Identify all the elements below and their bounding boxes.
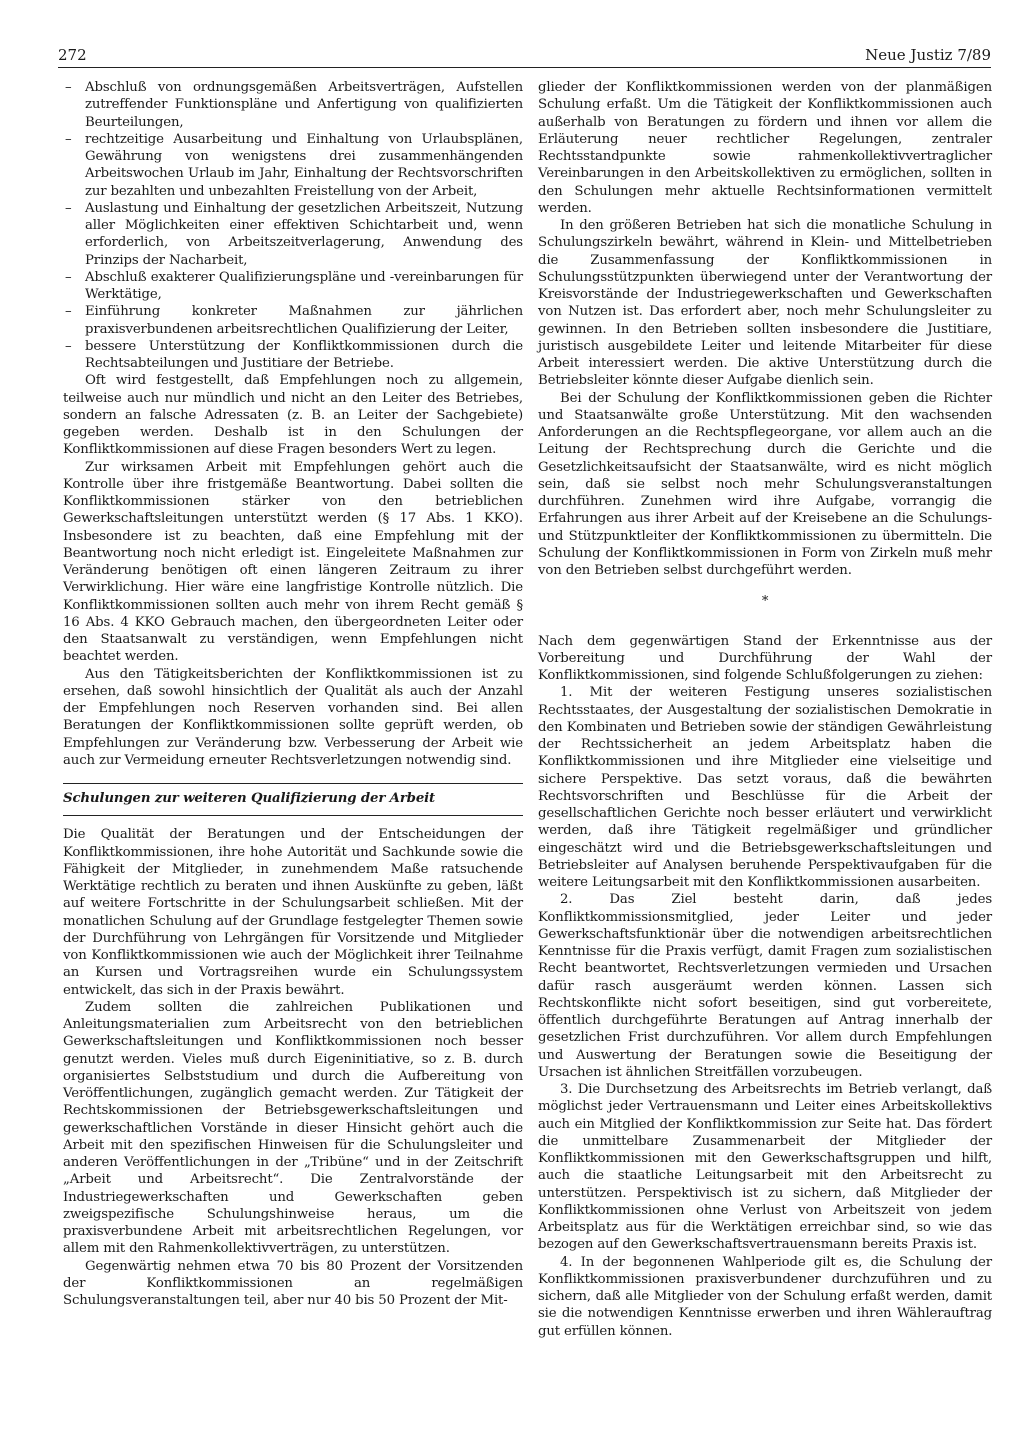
header-rule bbox=[58, 67, 991, 68]
paragraph: Oft wird festgestellt, daß Empfehlungen noch zu allgemein, teilweise auch nur mündlich und nicht an den Leiter des Betriebes, sondern an falsche Adressaten (z. B. an Leiter der Sachgebiete) gegeben werden. Deshalb ist in den Schulungen der Konfliktkommissionen auf diese Fragen besonders Wert zu legen. bbox=[63, 373, 523, 458]
paragraph: Aus den Tätigkeitsberichten der Konfliktkommissionen ist zu ersehen, daß sowohl hinsichtlich der Qualität als auch der Anzahl der Empfehlungen noch Reserven vorhanden sind. Bei allen Beratungen der Konfliktkommissionen sollte geprüft werden, ob Empfehlungen zur Veränderung bzw. Verbesserung der Arbeit wie auch zur Vermeidung erneuter Rechtsverletzungen notwendig sind. bbox=[63, 666, 523, 768]
list-item: – bessere Unterstützung der Konfliktkommissionen durch die Rechtsabteilungen und Justitiare der Betriebe. bbox=[65, 338, 523, 371]
section-heading: Schulungen zur weiteren Qualifizierung der Arbeit bbox=[63, 791, 436, 806]
paragraph: 1. Mit der weiteren Festigung unseres sozialistischen Rechtsstaates, der Ausgestaltung der sozialistischen Demokratie in den Kombinaten und Betrieben sowie der ständigen Gewährleistung der Rechtssicherheit an jedem Arbeitsplatz haben die Konfliktkommissionen und ihre Mitglieder eine vielseitige und sichere Perspektive. Das setzt voraus, daß die bewährten Rechtsvorschriften und Beschlüsse für die Arbeit der gesellschaftlichen Gerichte noch besser erläutert und verwirklicht werden, daß ihre Tätigkeit regelmäßiger und gründlicher eingeschätzt wird und die Betriebsgewerkschaftsleitungen und Betriebsleiter auf Analysen beruhende Perspektivaufgaben für die weitere Leitungsarbeit mit den Konfliktkommissionen ausarbeiten. bbox=[538, 685, 992, 890]
section-rule-bottom bbox=[63, 815, 523, 816]
paragraph: Zur wirksamen Arbeit mit Empfehlungen gehört auch die Kontrolle über ihre fristgemäße Beantwortung. Dabei sollten die Konfliktkommissionen stärker von den betrieblichen Gewerkschaftsleitungen unterstützt werden (§ 17 Abs. 1 KKO). Insbesondere ist zu beachten, daß eine Empfehlung mit der Beantwortung noch nicht erledigt ist. Eingeleitete Maßnahmen zur Veränderung benötigen oft einen längeren Zeitraum zu ihrer Verwirklichung. Hier wäre eine langfristige Kontrolle nützlich. Die Konfliktkommissionen sollten auch mehr von ihrem Recht gemäß § 16 Abs. 4 KKO Gebrauch machen, den übergeordneten Leiter oder den Staatsanwalt zu verständigen, wenn Empfehlungen nicht beachtet werden. bbox=[63, 459, 523, 665]
list-item: – Abschluß von ordnungsgemäßen Arbeitsverträgen, Aufstellen zutreffender Funktionspläne und Anfertigung von qualifizierten Beurteilungen, bbox=[65, 80, 523, 130]
section-rule-top bbox=[63, 783, 523, 784]
list-item: – rechtzeitige Ausarbeitung und Einhaltung von Urlaubsplänen, Gewährung von wenigstens drei zusammenhängenden Arbeitswochen Urlaub im Jahr, Einhaltung der Rechtsvorschriften zur bezahlten und unbezahlten Freistellung von der Arbeit, bbox=[65, 131, 523, 199]
page-number: 272 bbox=[58, 46, 87, 64]
right-column bbox=[538, 79, 992, 1340]
paragraph: In den größeren Betrieben hat sich die monatliche Schulung in Schulungszirkeln bewährt, während in Klein- und Mittelbetrieben die Zusammenfassung der Konfliktkommissionen in Schulungsstützpunkten überwiegend unter der Verantwortung der Kreisvorstände der Industriegewerkschaften und Gewerkschaften von Nutzen ist. Das erfordert aber, noch mehr Schulungsleiter zu gewinnen. In den Betrieben sollten insbesondere die Justitiare, juristisch ausgebildete Leiter und leitende Mitarbeiter für diese Arbeit interessiert werden. Die aktive Unterstützung durch die Betriebsleiter könnte dieser Aufgabe dienlich sein. bbox=[538, 218, 992, 389]
paragraph: glieder der Konfliktkommissionen werden von der planmäßigen Schulung erfaßt. Um die Tätigkeit der Konfliktkommissionen auch außerhalb von Beratungen zu fördern und ihnen vor allem die Erläuterung neuer rechtlicher Regelungen, zentraler Rechtsstandpunkte sowie rahmenkollektivvertraglicher Vereinbarungen in den Arbeitskollektiven zu ermöglichen, sollten in den Schulungen mehr aktuelle Rechtsinformationen vermittelt werden. bbox=[538, 80, 992, 216]
paragraph: Die Qualität der Beratungen und der Entscheidungen der Konfliktkommissionen, ihre hohe Autorität und Sachkunde sowie die Fähigkeit der Mitglieder, in zunehmendem Maße ratsuchende Werktätige rechtlich zu beraten und ihnen Auskünfte zu geben, läßt auf weitere Fortschritte in der Schulungsarbeit schließen. Mit der monatlichen Schulung auf der Grundlage festgelegter Themen sowie der Durchführung von Lehrgängen für Vorsitzende und Mitglieder von Konfliktkommissionen wie auch der Möglichkeit ihrer Teilnahme an Kursen und Vortragsreihen wurde ein Schulungssystem entwickelt, das sich in der Praxis bewährt. bbox=[63, 827, 523, 998]
list-item-text: Einführung konkreter Maßnahmen zur jährlichen praxisverbundenen arbeitsrechtlichen Qualifizierung der Leiter, bbox=[85, 304, 523, 337]
list-item: – Einführung konkreter Maßnahmen zur jährlichen praxisverbundenen arbeitsrechtlichen Qualifizierung der Leiter, bbox=[65, 304, 523, 337]
paragraph: 3. Die Durchsetzung des Arbeitsrechts im Betrieb verlangt, daß möglichst jeder Vertrauensmann und Leiter eines Arbeitskollektivs auch ein Mitglied der Konfliktkommission zur Seite hat. Das fördert die unmittelbare Zusammenarbeit der Mitglieder der Konfliktkommissionen mit den Gewerkschaftsgruppen und hilft, auch die staatliche Leitungsarbeit mit den Arbeitsrecht zu unterstützen. Perspektivisch ist zu sichern, daß Mitglieder der Konfliktkommissionen ohne Verlust von Arbeitszeit von jedem Arbeitsplatz aus für die Werktätigen erreichbar sind, so wie das bezogen auf den Gewerkschaftsvertrauensmann bereits Praxis ist. bbox=[538, 1082, 992, 1253]
bullet-list bbox=[63, 79, 523, 372]
list-item-text: Auslastung und Einhaltung der gesetzlichen Arbeitszeit, Nutzung aller Möglichkeiten einer effektiven Schichtarbeit und, wenn erforderlich, von Arbeitszeitverlagerung, Anwendung des Prinzips der Nacharbeit, bbox=[85, 200, 523, 268]
journal-issue: Neue Justiz 7/89 bbox=[865, 46, 991, 64]
list-item-text: Abschluß von ordnungsgemäßen Arbeitsverträgen, Aufstellen zutreffender Funktionspläne und Anfertigung von qualifizierten Beurteilungen, bbox=[85, 80, 523, 130]
list-item: – Abschluß exakterer Qualifizierungspläne und -vereinbarungen für Werktätige, bbox=[65, 269, 523, 302]
paragraph: Zudem sollten die zahlreichen Publikationen und Anleitungsmaterialien zum Arbeitsrecht von den betrieblichen Gewerkschaftsleitungen und Konfliktkommissionen noch besser genutzt werden. Vieles muß durch Eigeninitiative, so z. B. durch organisiertes Selbststudium und durch die Aufbereitung von Veröffentlichungen, zugänglich gemacht werden. Zur Tätigkeit der Rechtskommissionen der Betriebsgewerkschaftsleitungen und gewerkschaftlichen Vorstände in dieser Hinsicht gehört auch die Arbeit mit den spezifischen Hinweisen für die Schulungsleiter und anderen Veröffentlichungen in der „Tribüne“ und in der Zeitschrift „Arbeit und Arbeitsrecht“. Die Zentralvorstände der Industriegewerkschaften und Gewerkschaften geben zweigspezifische Schulungshinweise heraus, um die praxisverbundene Arbeit mit arbeitsrechtlichen Regelungen, vor allem mit den Rahmenkollektivverträgen, zu unterstützen. bbox=[63, 999, 523, 1257]
list-item-text: rechtzeitige Ausarbeitung und Einhaltung von Urlaubsplänen, Gewährung von wenigstens drei zusammenhängenden Arbeitswochen Urlaub im Jahr, Einhaltung der Rechtsvorschriften zur bezahlten und unbezahlten Freistellung von der Arbeit, bbox=[85, 131, 523, 199]
list-item: – Auslastung und Einhaltung der gesetzlichen Arbeitszeit, Nutzung aller Möglichkeiten einer effektiven Schichtarbeit und, wenn erforderlich, von Arbeitszeitverlagerung, Anwendung des Prinzips der Nacharbeit, bbox=[65, 200, 523, 268]
paragraph: 4. In der begonnenen Wahlperiode gilt es, die Schulung der Konfliktkommissionen praxisverbundener durchzuführen und zu sichern, daß alle Mitglieder von der Schulung erfaßt werden, damit sie die notwendigen Kenntnisse erwerben und ihren Wählerauftrag gut erfüllen können. bbox=[538, 1254, 992, 1339]
paragraph: Bei der Schulung der Konfliktkommissionen geben die Richter und Staatsanwälte große Unterstützung. Mit den wachsenden Anforderungen an die Rechtspflegeorgane, vor allem auch an die Leitung der Rechtsprechung durch die Gerichte und die Gesetzlichkeitsaufsicht der Staatsanwälte, wird es nicht möglich sein, daß sie selbst noch mehr Schulungsveranstaltungen durchführen. Zunehmen wird ihre Aufgabe, vorrangig die Erfahrungen aus ihrer Arbeit auf der Kreisebene an die Schulungs- und Stützpunktleiter der Konfliktkommissionen zu übermitteln. Die Schulung der Konfliktkommissionen in Form von Zirkeln muß mehr von den Betrieben selbst durchgeführt werden. bbox=[538, 390, 992, 578]
list-item-text: bessere Unterstützung der Konfliktkommissionen durch die Rechtsabteilungen und Justitiare der Betriebe. bbox=[85, 338, 523, 371]
paragraph: Nach dem gegenwärtigen Stand der Erkenntnisse aus der Vorbereitung und Durchführung der Wahl der Konfliktkommissionen, sind folgende Schlußfolgerungen zu ziehen: bbox=[538, 633, 992, 683]
left-column bbox=[63, 79, 523, 1309]
section-divider-star: * bbox=[761, 594, 769, 610]
list-item-text: Abschluß exakterer Qualifizierungspläne und -vereinbarungen für Werktätige, bbox=[85, 269, 523, 302]
paragraph: 2. Das Ziel besteht darin, daß jedes Konfliktkommissionsmitglied, jeder Leiter und jeder Gewerkschaftsfunktionär über die notwendigen arbeitsrechtlichen Kenntnisse für die Praxis verfügt, damit Fragen zum sozialistischen Recht beantwortet, Rechtsverletzungen vermieden und Ursachen dafür rasch ausgeräumt werden können. Lassen sich Rechtskonflikte nicht sofort beseitigen, sind gut vorbereitete, öffentlich durchgeführte Beratungen auf Antrag innerhalb der gesetzlichen Frist durchzuführen. Vor allem durch Empfehlungen und Auswertung der Beratungen sowie die Beseitigung der Ursachen ist ähnlichen Streitfällen vorzubeugen. bbox=[538, 892, 992, 1080]
paragraph: Gegenwärtig nehmen etwa 70 bis 80 Prozent der Vorsitzenden der Konfliktkommissionen an regelmäßigen Schulungsveranstaltungen teil, aber nur 40 bis 50 Prozent der Mit- bbox=[63, 1258, 523, 1308]
